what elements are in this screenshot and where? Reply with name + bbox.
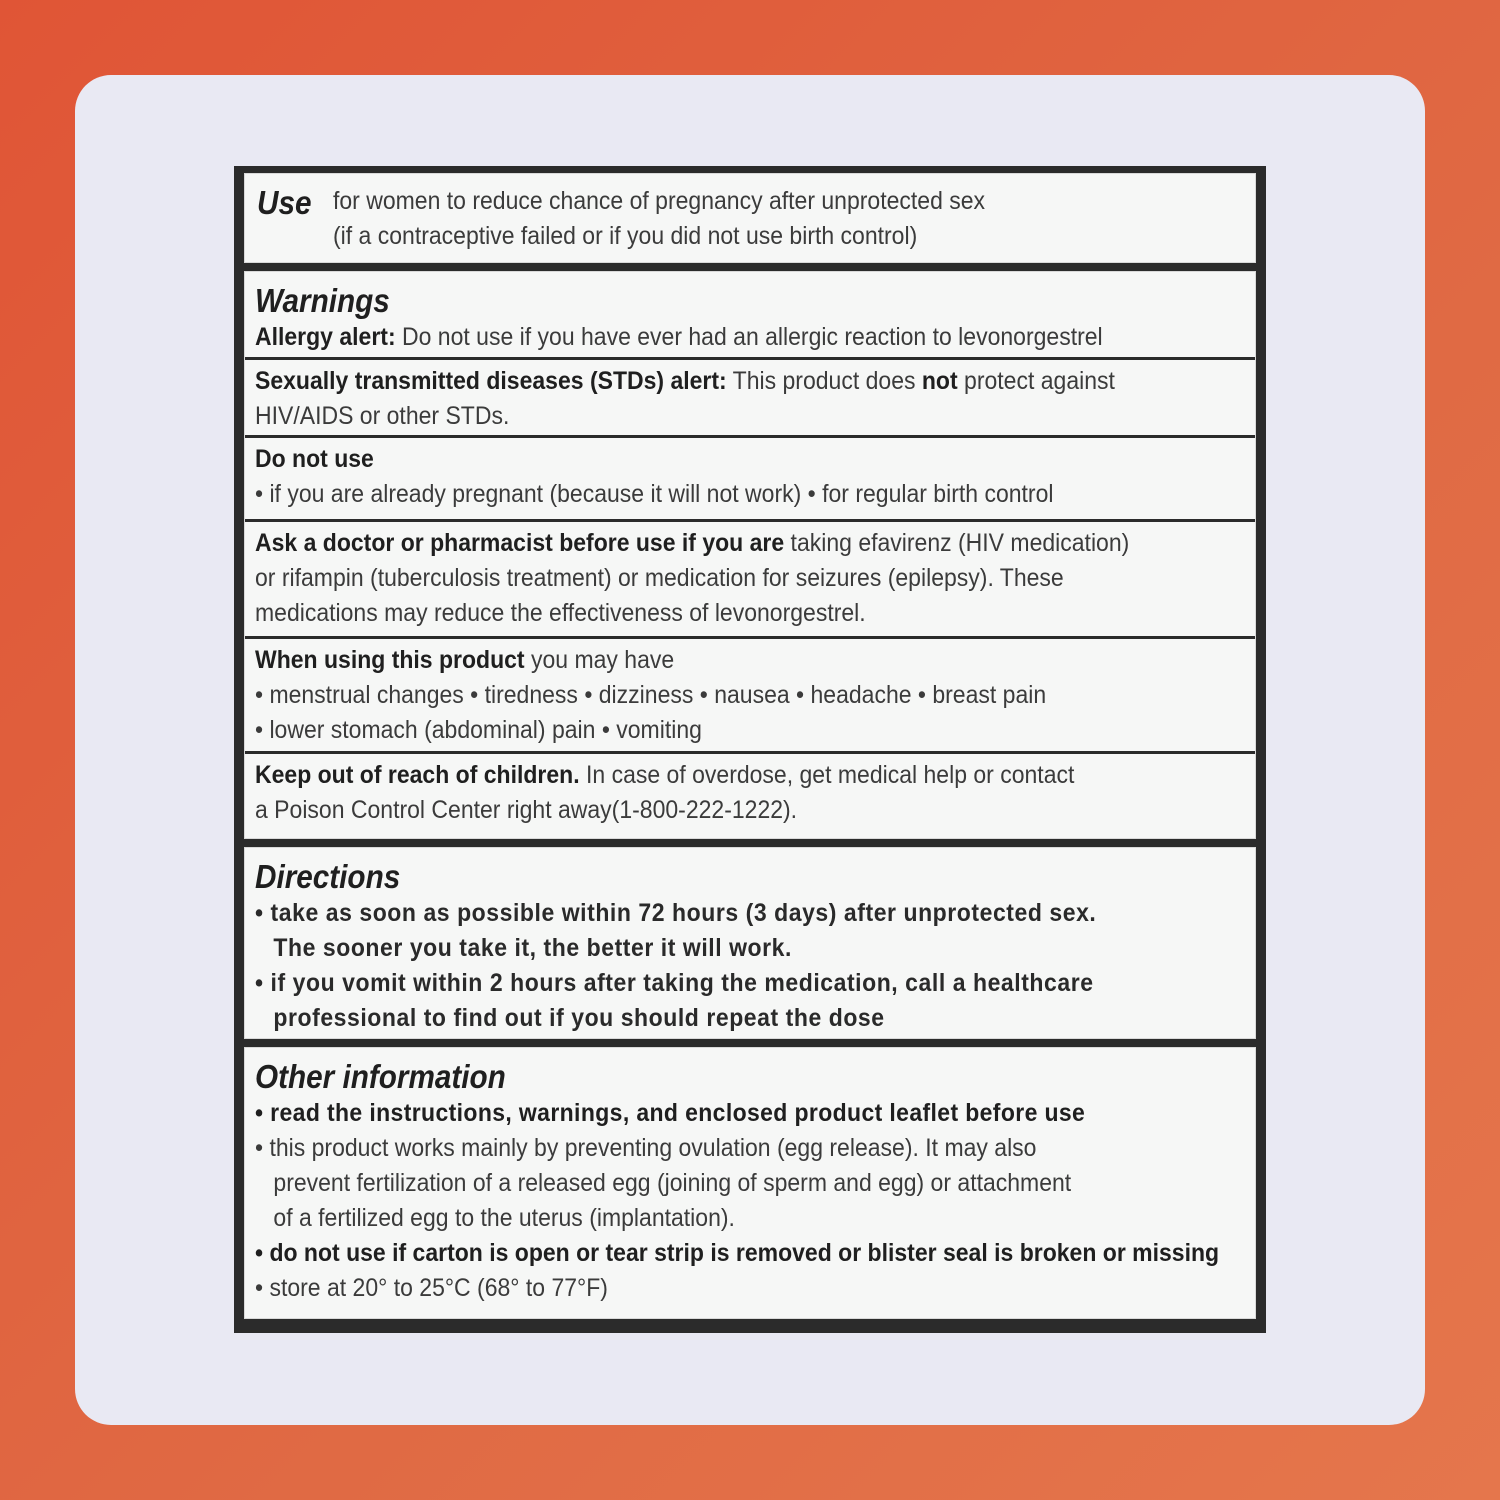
std-text-b: protect against	[957, 367, 1115, 395]
keep-line-2: a Poison Control Center right away(1-800-222-1222).	[255, 796, 798, 824]
other-bullet-3: • do not use if carton is open or tear strip is removed or blister seal is broken or missing	[255, 1239, 1220, 1267]
allergy-label: Allergy alert:	[255, 323, 396, 351]
directions-bullet-1-cont: The sooner you take it, the better it will work.	[273, 934, 792, 962]
keep-label: Keep out of reach of children.	[255, 761, 580, 789]
directions-section	[244, 847, 1256, 1039]
other-information-title: Other information	[255, 1058, 506, 1095]
other-bullet-2: • this product works mainly by preventing ovulation (egg release). It may also	[255, 1134, 1037, 1162]
ask-doctor-row	[245, 522, 1255, 639]
ask-text: taking efavirenz (HIV medication)	[784, 529, 1130, 557]
other-bullet-4: • store at 20° to 25°C (68° to 77°F)	[255, 1274, 608, 1302]
drug-facts-label	[234, 166, 1266, 1333]
other-bullet-1: • read the instructions, warnings, and enclosed product leaflet before use	[255, 1099, 1086, 1127]
warnings-section	[244, 271, 1256, 839]
keep-out-row	[245, 754, 1255, 838]
do-not-use-row	[245, 438, 1255, 522]
do-not-use-line: • if you are already pregnant (because it will not work) • for regular birth control	[255, 480, 1054, 508]
when-line-2: • menstrual changes • tiredness • dizziness • nausea • headache • breast pain	[255, 681, 1047, 709]
directions-bullet-2-cont: professional to find out if you should repeat the dose	[273, 1004, 885, 1032]
use-title: Use	[257, 184, 312, 221]
std-row	[245, 360, 1255, 438]
ask-label: Ask a doctor or pharmacist before use if you are	[255, 529, 785, 557]
std-not: not	[921, 367, 958, 395]
std-text: This product does	[726, 367, 922, 395]
directions-bullet-1: • take as soon as possible within 72 hours (3 days) after unprotected sex.	[255, 899, 1097, 927]
when-line-3: • lower stomach (abdominal) pain • vomiting	[255, 716, 702, 744]
ask-line-3: medications may reduce the effectiveness of levonorgestrel.	[255, 599, 866, 627]
other-information-section	[244, 1047, 1256, 1319]
use-line-1: for women to reduce chance of pregnancy after unprotected sex	[333, 187, 986, 215]
use-section	[244, 173, 1256, 263]
directions-bullet-2: • if you vomit within 2 hours after taking the medication, call a healthcare	[255, 969, 1094, 997]
keep-text: In case of overdose, get medical help or contact	[579, 761, 1075, 789]
warnings-title: Warnings	[255, 282, 390, 319]
std-label: Sexually transmitted diseases (STDs) alert:	[255, 367, 727, 395]
do-not-use-title: Do not use	[255, 445, 374, 473]
std-line-2: HIV/AIDS or other STDs.	[255, 402, 510, 430]
when-text: you may have	[524, 646, 675, 674]
ask-line-2: or rifampin (tuberculosis treatment) or medication for seizures (epilepsy). These	[255, 564, 1064, 592]
allergy-row	[245, 272, 1255, 360]
other-bullet-2-cont-1: prevent fertilization of a released egg (joining of sperm and egg) or attachment	[273, 1169, 1072, 1197]
directions-title: Directions	[255, 858, 401, 895]
allergy-text: Do not use if you have ever had an allergic reaction to levonorgestrel	[395, 323, 1103, 351]
use-line-2: (if a contraceptive failed or if you did not use birth control)	[333, 222, 918, 250]
when-label: When using this product	[255, 646, 525, 674]
when-using-row	[245, 639, 1255, 754]
other-bullet-2-cont-2: of a fertilized egg to the uterus (implantation).	[273, 1204, 735, 1232]
